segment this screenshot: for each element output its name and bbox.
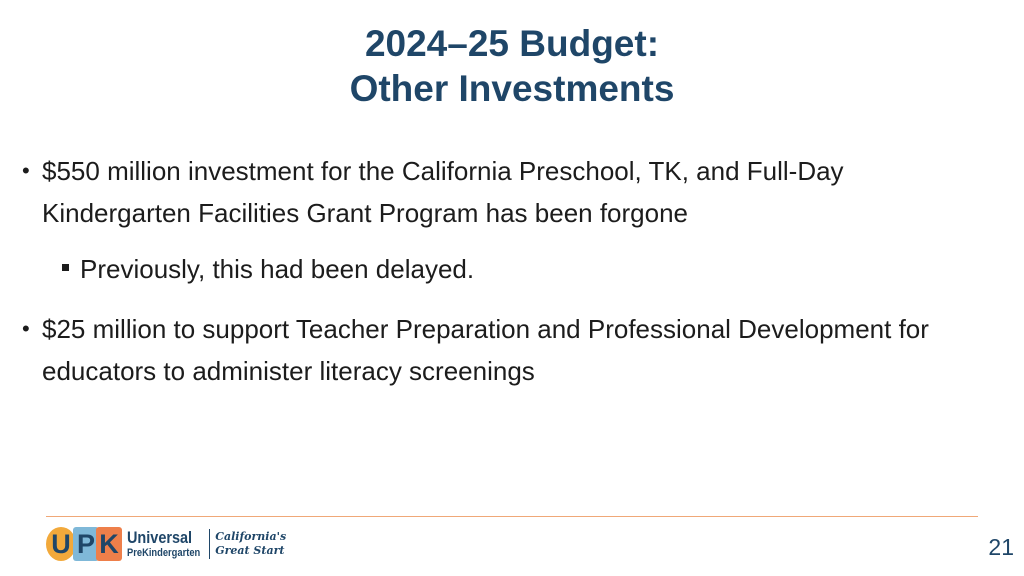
upk-letters: [46, 527, 122, 561]
logo-divider: [209, 529, 210, 559]
square-bullet-icon: [62, 264, 69, 271]
bullet-text: $550 million investment for the California Preschool, TK, and Full-Day Kindergarten Facilities Grant Program has been forgone: [42, 156, 844, 228]
logo-word-universal: Universal: [127, 528, 193, 547]
bullet-marker: •: [22, 316, 30, 341]
sub-bullet-text: Previously, this had been delayed.: [80, 254, 475, 284]
bullet-marker: •: [22, 158, 30, 183]
slide-body: [22, 150, 992, 392]
logo-tagline: [215, 530, 286, 558]
logo-word-prekindergarten: PreKindergarten: [127, 547, 201, 559]
logo-letter-k: K: [96, 527, 122, 561]
upk-logo: [46, 524, 286, 564]
sub-bullet-item: [22, 248, 992, 290]
logo-wordmark: [127, 529, 213, 559]
logo-tagline-line1: California's: [215, 530, 287, 543]
slide-title: [0, 21, 1024, 111]
bullet-item: [22, 308, 992, 392]
bullet-item: [22, 150, 992, 234]
logo-letter-p: P: [73, 527, 99, 561]
bullet-text: $25 million to support Teacher Preparation and Professional Development for educators to administer literacy screenings: [42, 314, 929, 386]
slide-title-line2: Other Investments: [349, 68, 675, 109]
slide-title-line1: 2024–25 Budget:: [364, 23, 660, 64]
footer-divider: [46, 516, 978, 517]
page-number: 21: [988, 534, 1014, 560]
logo-letter-u: U: [46, 527, 76, 561]
logo-tagline-line2: Great Start: [215, 544, 285, 557]
